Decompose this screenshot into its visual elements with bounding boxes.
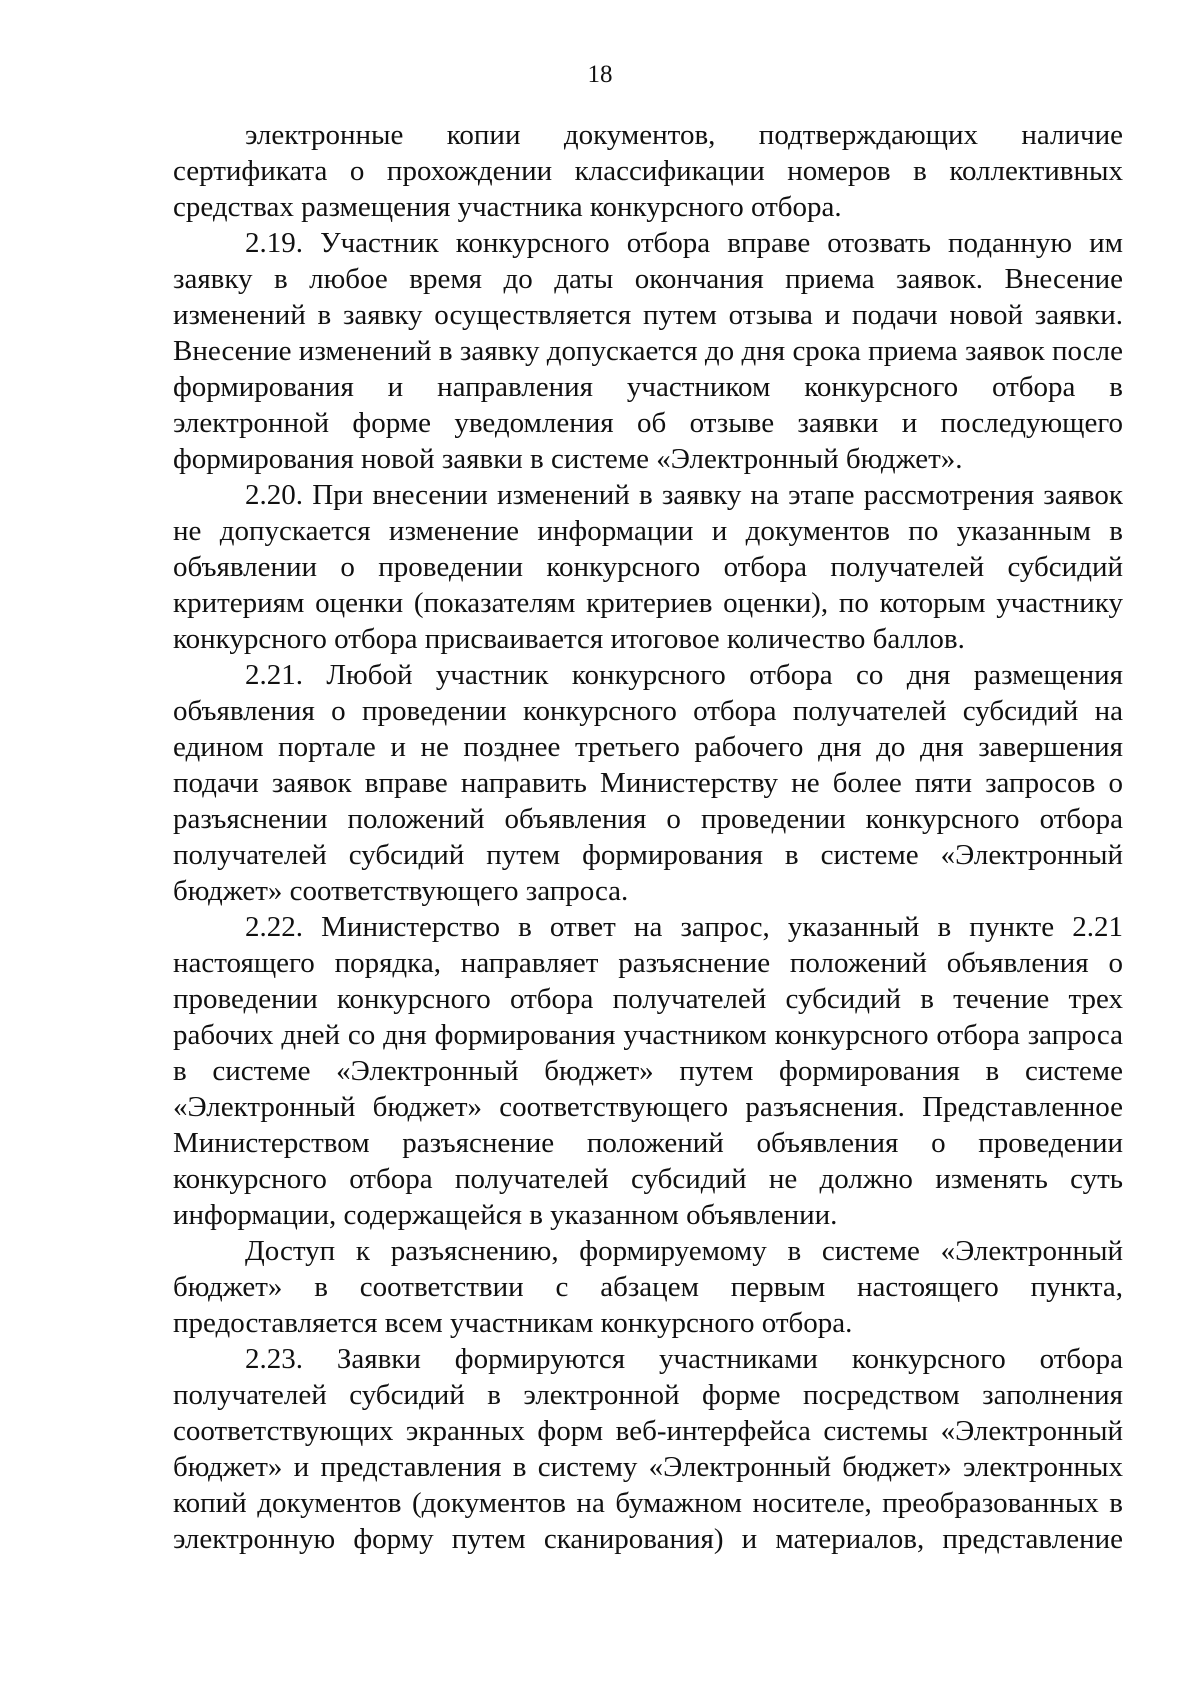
paragraph-access-clarification: Доступ к разъяснению, формируемому в системе «Электронный бюджет» в соответствии с абзацем первым настоящего пункта, предоставляется всем участникам конкурсного отбора. bbox=[173, 1235, 1123, 1339]
paragraph-certificate-copies: электронные копии документов, подтверждающих наличие сертификата о прохождении классификации номеров в коллективных средствах размещения участника конкурсного отбора. bbox=[173, 119, 1123, 223]
paragraph-2-23: 2.23. Заявки формируются участниками конкурсного отбора получателей субсидий в электронной форме посредством заполнения соответствующих экранных форм веб-интерфейса системы «Электронный бюджет» и представления в систему «Электронный бюджет» электронных копий документов (документов на бумажном носителе, преобразованных в электронную форму путем сканирования) и материалов, представление bbox=[173, 1343, 1123, 1555]
page-number: 18 bbox=[587, 61, 613, 88]
paragraph-2-20: 2.20. При внесении изменений в заявку на этапе рассмотрения заявок не допускается изменение информации и документов по указанным в объявлении о проведении конкурсного отбора получателей субсидий критериям оценки (показателям критериев оценки), по которым участнику конкурсного отбора присваивается итоговое количество баллов. bbox=[173, 479, 1123, 655]
paragraph-2-22: 2.22. Министерство в ответ на запрос, указанный в пункте 2.21 настоящего порядка, направляет разъяснение положений объявления о проведении конкурсного отбора получателей субсидий в течение трех рабочих дней со дня формирования участником конкурсного отбора запроса в системе «Электронный бюджет» путем формирования в системе «Электронный бюджет» соответствующего разъяснения. Представленное Министерством разъяснение положений объявления о проведении конкурсного отбора получателей субсидий не должно изменять суть информации, содержащейся в указанном объявлении. bbox=[173, 911, 1123, 1231]
paragraph-2-21: 2.21. Любой участник конкурсного отбора со дня размещения объявления о проведении конкурсного отбора получателей субсидий на едином портале и не позднее третьего рабочего дня до дня завершения подачи заявок вправе направить Министерству не более пяти запросов о разъяснении положений объявления о проведении конкурсного отбора получателей субсидий путем формирования в системе «Электронный бюджет» соответствующего запроса. bbox=[173, 659, 1123, 907]
paragraph-2-19: 2.19. Участник конкурсного отбора вправе отозвать поданную им заявку в любое время до даты окончания приема заявок. Внесение изменений в заявку осуществляется путем отзыва и подачи новой заявки. Внесение изменений в заявку допускается до дня срока приема заявок после формирования и направления участником конкурсного отбора в электронной форме уведомления об отзыве заявки и последующего формирования новой заявки в системе «Электронный бюджет». bbox=[173, 227, 1123, 475]
document-body bbox=[173, 117, 1123, 1557]
